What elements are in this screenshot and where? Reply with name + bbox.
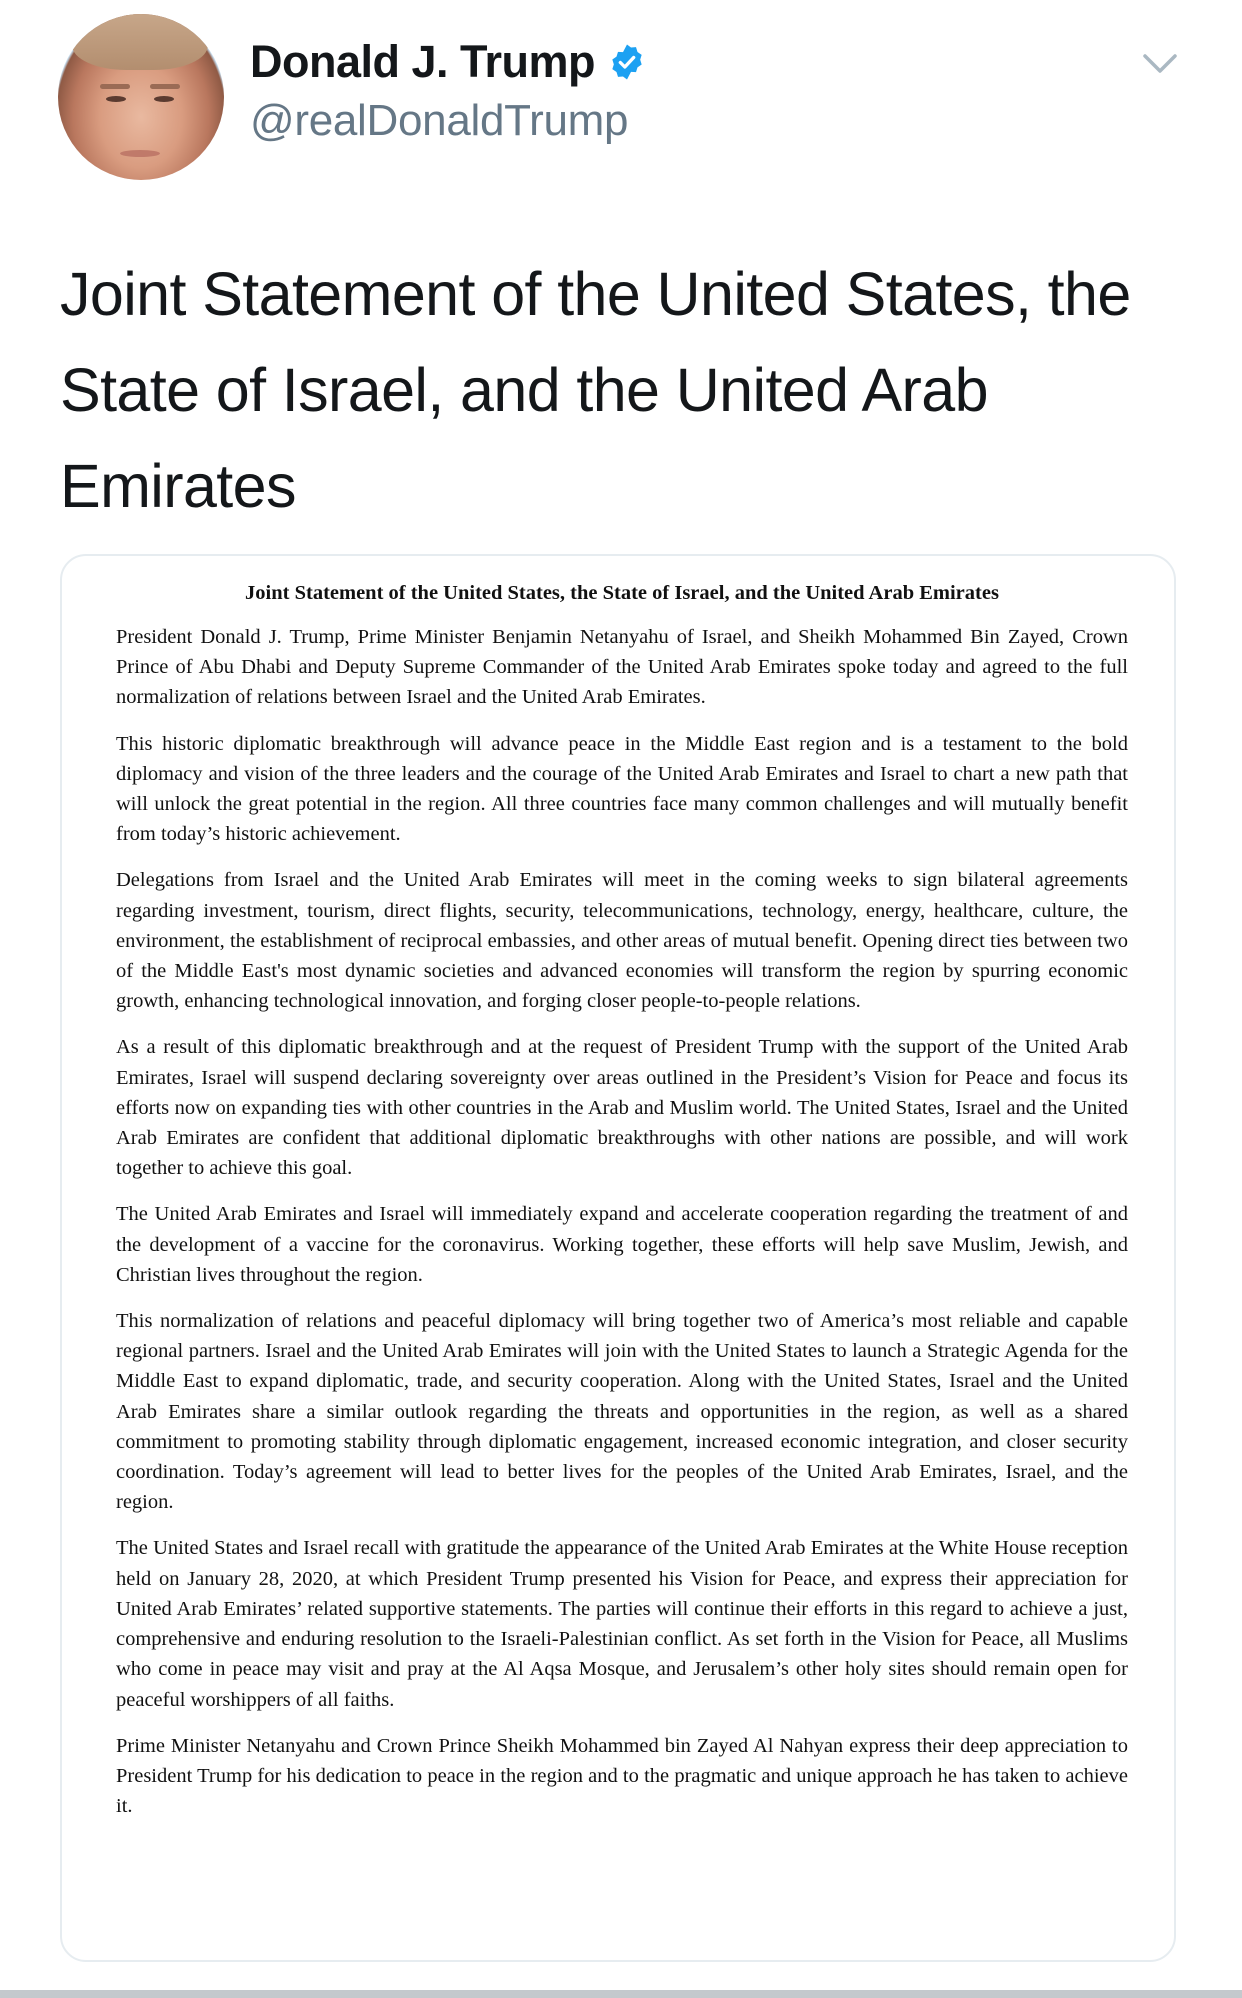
document-paragraph: President Donald J. Trump, Prime Minister Benjamin Netanyahu of Israel, and Sheikh Mohammed Bin Zayed, Crown Prince of Abu Dhabi and Deputy Supreme Commander of the United Arab Emirates spoke today and agreed to the full normalization of relations between Israel and the United Arab Emirates.	[116, 626, 1128, 709]
document-paragraph: This normalization of relations and peaceful diplomacy will bring together two of America’s most reliable and capable regional partners. Israel and the United Arab Emirates will join with the United States to launch a Strategic Agenda for the Middle East to expand diplomatic, trade, and security cooperation. Along with the United States, Israel and the United Arab Emirates share a similar outlook regarding the threats and opportunities in the region, as well as a shared commitment to promoting stability through diplomatic engagement, increased economic integration, and closer security coordination. Today’s agreement will lead to better lives for the peoples of the United Arab Emirates, Israel, and the region.	[116, 1310, 1128, 1514]
document-paragraph: The United States and Israel recall with gratitude the appearance of the United Arab Emirates at the White House reception held on January 28, 2020, at which President Trump presented his Vision for Peace, and express their appreciation for United Arab Emirates’ related supportive statements. The parties will continue their efforts in this regard to achieve a just, comprehensive and enduring resolution to the Israeli-Palestinian conflict. As set forth in the Vision for Peace, all Muslims who come in peace may visit and pray at the Al Aqsa Mosque, and Jerusalem’s other holy sites should remain open for peaceful worshippers of all faiths.	[116, 1537, 1128, 1711]
profile-avatar[interactable]	[58, 14, 224, 180]
avatar-brow-left	[100, 84, 130, 89]
verified-badge-icon	[607, 42, 647, 82]
avatar-hair	[72, 14, 208, 70]
tweet-text: Joint Statement of the United States, the State of Israel, and the United Arab Emirates	[60, 260, 1131, 520]
avatar-brow-right	[150, 84, 180, 89]
chevron-down-icon[interactable]	[1142, 52, 1178, 76]
author-name-row	[250, 36, 647, 88]
avatar-mouth	[120, 150, 160, 157]
document-title: Joint Statement of the United States, the State of Israel, and the United Arab Emirates	[245, 582, 999, 604]
document-paragraph: As a result of this diplomatic breakthrough and at the request of President Trump with the support of the United Arab Emirates, Israel will suspend declaring sovereignty over areas outlined in the President’s Vision for Peace and focus its efforts now on expanding ties with other countries in the Arab and Muslim world. The United States, Israel and the United Arab Emirates are confident that additional diplomatic breakthroughs with other nations are possible, and will work together to achieve this goal.	[116, 1036, 1128, 1180]
avatar-eye-right	[154, 96, 174, 102]
document-paragraph: Prime Minister Netanyahu and Crown Prince Sheikh Mohammed bin Zayed Al Nahyan express their deep appreciation to President Trump for his dedication to peace in the region and to the pragmatic and unique approach he has taken to achieve it.	[116, 1734, 1128, 1818]
document-paragraph: The United Arab Emirates and Israel will immediately expand and accelerate cooperation regarding the treatment of and the development of a vaccine for the coronavirus. Working together, these efforts will help save Muslim, Jewish, and Christian lives throughout the region.	[116, 1203, 1128, 1286]
avatar-eye-left	[106, 96, 126, 102]
author-name[interactable]: Donald J. Trump	[250, 36, 596, 87]
statement-document	[116, 578, 1128, 1837]
bottom-divider	[0, 1990, 1242, 1998]
attached-image-card[interactable]	[60, 554, 1176, 1962]
document-paragraph: This historic diplomatic breakthrough will advance peace in the Middle East region and is a testament to the bold diplomacy and vision of the three leaders and the courage of the United Arab Emirates and Israel to chart a new path that will unlock the great potential in the region. All three countries face many common challenges and will mutually benefit from today’s historic achievement.	[116, 732, 1128, 846]
document-paragraph: Delegations from Israel and the United Arab Emirates will meet in the coming weeks to sign bilateral agreements regarding investment, tourism, direct flights, security, telecommunications, technology, energy, healthcare, culture, the environment, the establishment of reciprocal embassies, and other areas of mutual benefit. Opening direct ties between two of the Middle East's most dynamic societies and advanced economies will transform the region by spurring economic growth, enhancing technological innovation, and forging closer people-to-people relations.	[116, 869, 1128, 1013]
author-handle[interactable]: @realDonaldTrump	[250, 96, 629, 145]
